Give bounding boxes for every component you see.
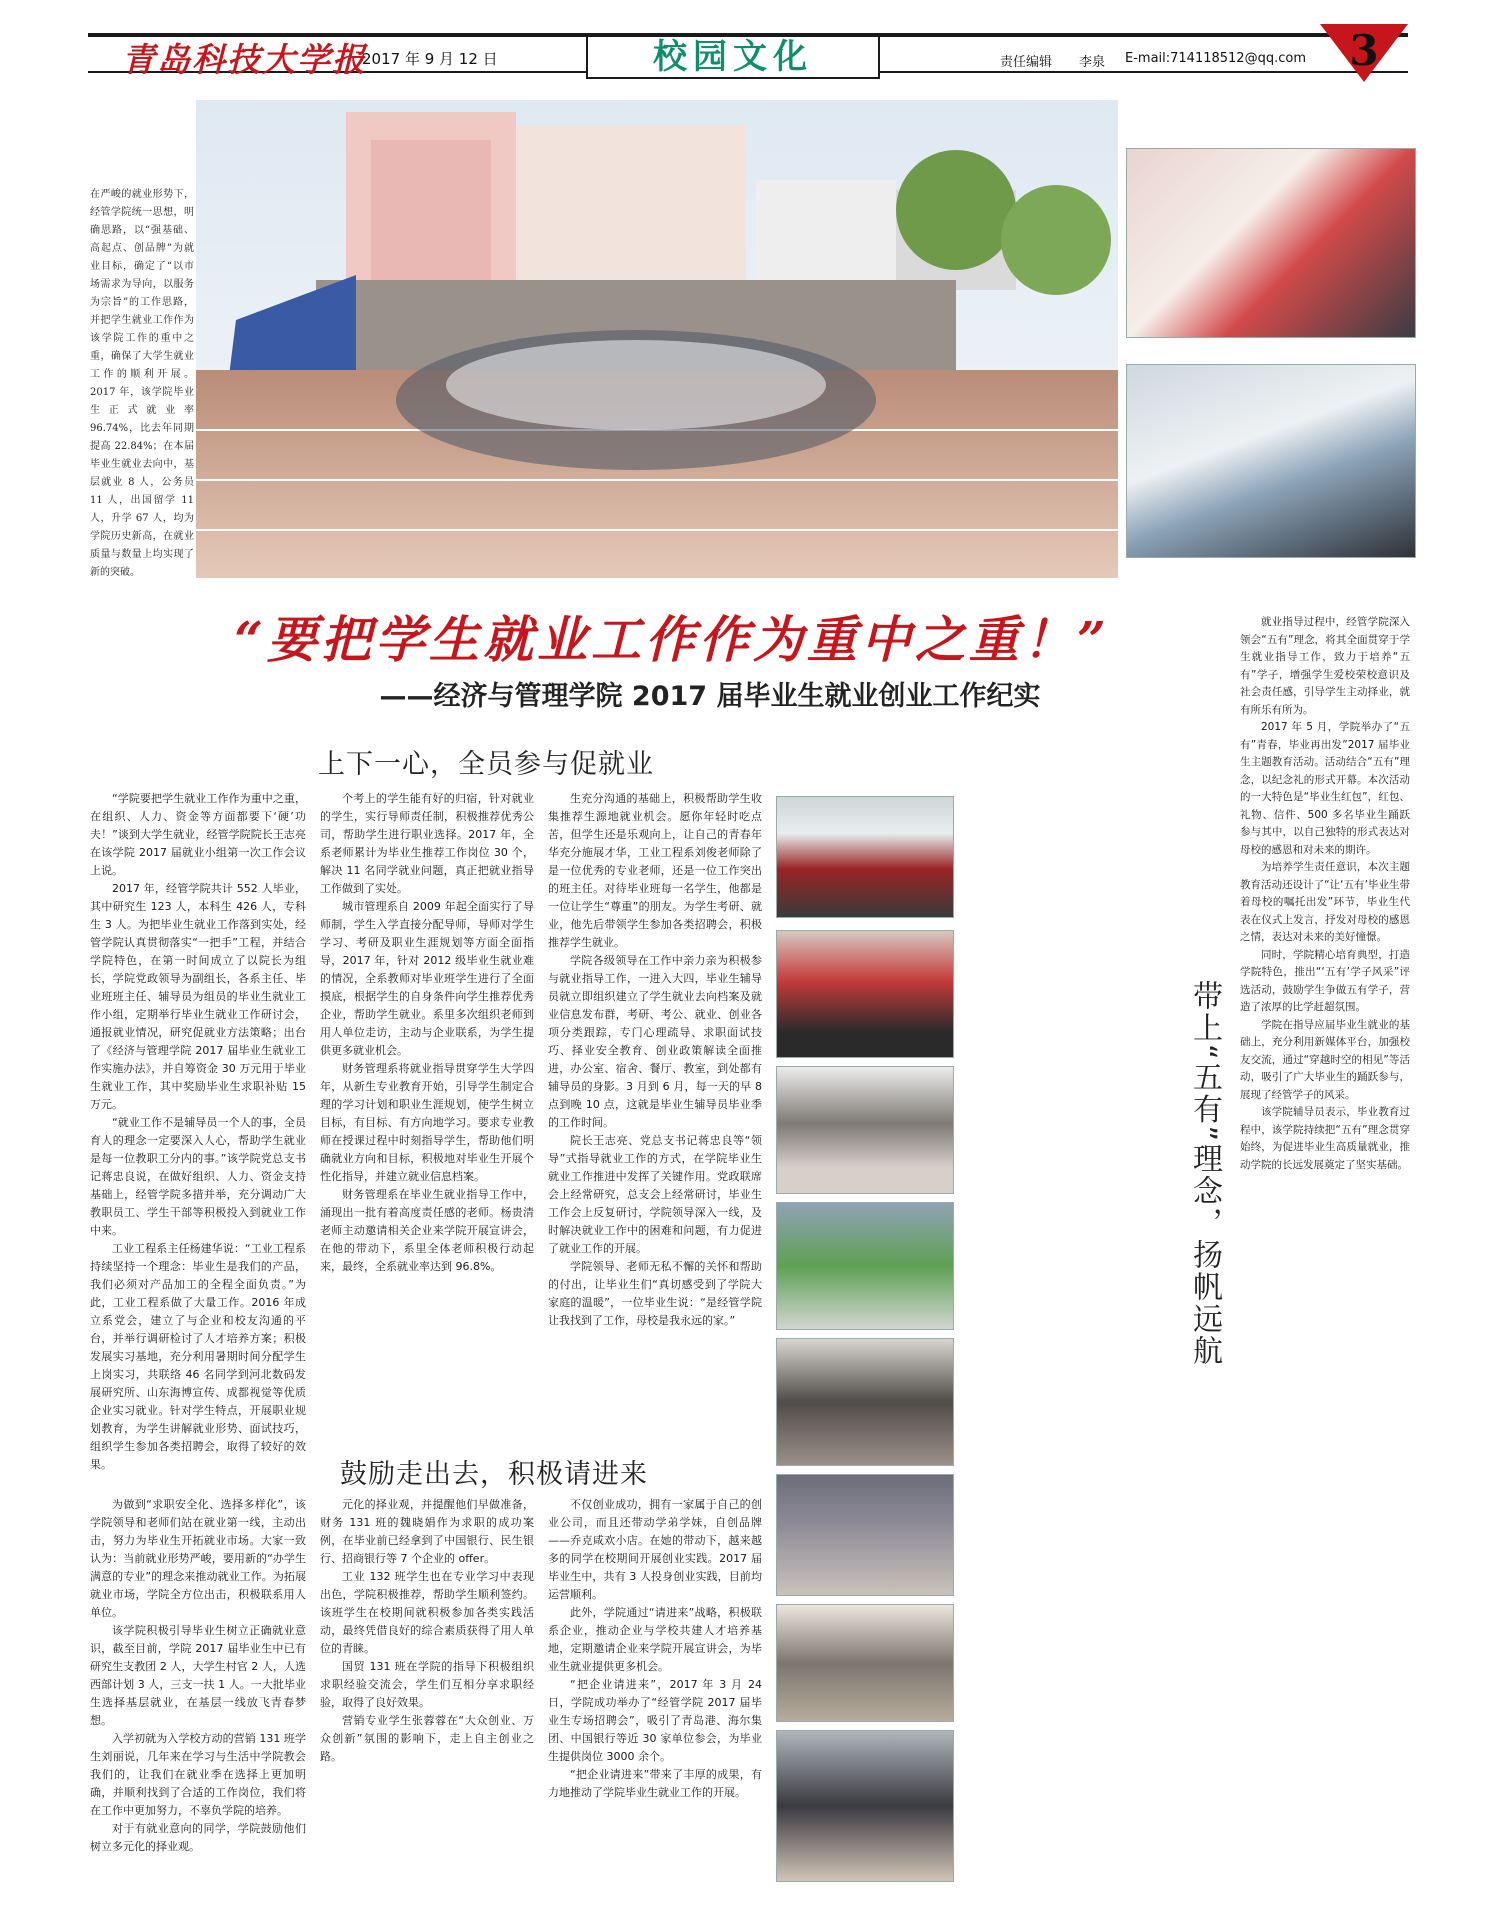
editor-email: E-mail:714118512@qq.com bbox=[1125, 51, 1306, 66]
sidebar-heading: 带上“五有”理念，扬帆远航 bbox=[1187, 980, 1222, 1368]
paragraph: 入学初就为入学校方动的营销 131 班学生刘丽说，几年来在学习与生活中学院教会我们的，让我们在就业季在选择上更加明确，并顺利找到了合适的工作岗位，我们将在工作中更加努力，不辜负学院的培养。 bbox=[90, 1732, 306, 1817]
paragraph: 生充分沟通的基础上，积极帮助学生收集推荐生源地就业机会。愿你年轻时吃点苦，但学生还是乐观向上，让自己的青春年华充分施展才华，工业工程系刘俊老师除了是一位优秀的专业老师，还是一位工作突出的班主任。对待毕业班每一名学生，他都是一位让学生“尊重”的朋友。为学生考研、就业，他先后带领学生参加各类招聘会，积极推荐学生就业。 bbox=[548, 792, 762, 949]
paragraph: 此外，学院通过“请进来”战略，积极联系企业，推动企业与学校共建人才培养基地，定期邀请企业来学院开展宣讲会，为毕业生就业提供更多机会。 bbox=[548, 1606, 762, 1673]
paragraph: 2017 年 5 月，学院举办了“五有”青春，毕业再出发”2017 届毕业生主题教育活动。活动结合“五有”理念，以纪念礼的形式开幕。本次活动的一大特色是“毕业生红包”，红包、礼物、信件、500 多名毕业生踊跃参与其中，以自己独特的形式表达对母校的感恩和对未来的期许。 bbox=[1240, 721, 1410, 856]
masthead bbox=[0, 0, 1502, 80]
paragraph: 工业工程系主任杨建华说：“工业工程系持续坚持一个理念：毕业生是我们的产品，我们必须对产品加工的全程全面负责。”为此，工业工程系做了大量工作。2016 年成立系党会，建立了与企业和校友沟通的平台，并举行调研检讨了人才培养方案；积极发展实习基地，充分利用暑期时间分配学生上岗实习，共联络 46 名同学到河北数码发展研究所、山东海博宣传、成都视觉等优质企业实习就业。针对学生特点，开展职业规划教育，为学生讲解就业形势、面试技巧，组织学生参加各类招聘会，取得了较好的效果。 bbox=[90, 1242, 306, 1471]
paragraph: 为培养学生责任意识，本次主题教育活动还设计了“让‘五有’毕业生带着母校的嘱托出发”环节，毕业生代表在仪式上发言，抒发对母校的感恩之情，表达对未来的美好憧憬。 bbox=[1240, 861, 1410, 943]
section2-col2 bbox=[320, 1496, 534, 1892]
paragraph: 不仅创业成功，拥有一家属于自己的创业公司，而且还带动学弟学妹，自创品牌——乔克咸欢小店。在她的带动下，越来越多的同学在校期间开展创业实践。2017 届毕业生中，共有 3 人投身创业实践，目前均运营顺利。 bbox=[548, 1498, 762, 1601]
hero-photo bbox=[196, 100, 1118, 578]
section1-col3 bbox=[548, 790, 762, 1450]
mid-photo-7 bbox=[776, 1604, 954, 1722]
mid-photo-6 bbox=[776, 1474, 954, 1596]
mid-photo-2 bbox=[776, 930, 954, 1058]
paragraph: 同时，学院精心培育典型，打造学院特色，推出“‘五有’学子风采”评选活动，鼓励学生争做五有学子，营造了浓厚的比学赶超氛围。 bbox=[1240, 948, 1410, 1013]
section-title-box bbox=[586, 33, 880, 79]
mid-photo-8 bbox=[776, 1730, 954, 1882]
section1-col2 bbox=[320, 790, 534, 1450]
headline-subtitle: ——经济与管理学院 2017 届毕业生就业创业工作纪实 bbox=[379, 681, 1041, 712]
paragraph: 国贸 131 班在学院的指导下积极组织求职经验交流会，学生们互相分享求职经验，取得了良好效果。 bbox=[320, 1660, 534, 1709]
editor-name: 李泉 bbox=[1079, 55, 1106, 70]
paragraph: 工业 132 班学生也在专业学习中表现出色，学院积极推荐，帮助学生顺利签约。该班学生在校期间就积极参加各类实践活动，最终凭借良好的综合素质获得了用人单位的青睐。 bbox=[320, 1570, 534, 1655]
side-photo-top bbox=[1126, 148, 1416, 338]
section2-col1 bbox=[90, 1496, 306, 1892]
hero-photo-art bbox=[196, 100, 1118, 578]
section2-heading: 鼓励走出去，积极请进来 bbox=[340, 1459, 648, 1490]
section1-col1 bbox=[90, 790, 306, 1471]
paragraph: 个考上的学生能有好的归宿，针对就业的学生，实行导师责任制，积极推荐优秀公司，帮助学生进行职业选择。2017 年，全系老师累计为毕业生推荐工作岗位 30 个，解决 11 名同学就业问题，真正把就业指导工作做到了实处。 bbox=[320, 792, 534, 895]
mid-photo-1 bbox=[776, 796, 954, 918]
paragraph: 2017 年，经管学院共计 552 人毕业，其中研究生 123 人，本科生 426 人，专科生 3 人。为把毕业生就业工作落到实处，经管学院认真贯彻落实“一把手”工程，并结合学院特色，在第一时间成立了以院长为组长，学院党政领导为副组长，各系主任、毕业班班主任、辅导员为组员的毕业生就业工作小组，定期举行毕业生就业工作研讨会，通报就业情况，研究促就业方法策略；出台了《经济与管理学院 2017 届毕业生就业工作实施办法》，并自筹资金 30 万元用于毕业生就业工作，其中奖励毕业生求职补贴 15 万元。 bbox=[90, 882, 306, 1111]
mid-photo-5 bbox=[776, 1338, 954, 1466]
editor-label: 责任编辑 bbox=[1000, 55, 1053, 70]
paper-name: 青岛科技大学报 bbox=[122, 40, 367, 79]
paragraph: “就业工作不是辅导员一个人的事，全员育人的理念一定要深入人心，帮助学生就业是每一位教职工分内的事。”该学院党总支书记蒋忠良说，在做好组织、人力、资金支持基础上，经管学院多措并举，充分调动广大教职员工、学生干部等积极投入到就业工作中来。 bbox=[90, 1116, 306, 1237]
paragraph: “把企业请进来”带来了丰厚的成果，有力地推动了学院毕业生就业工作的开展。 bbox=[548, 1768, 762, 1799]
paragraph: 学院在指导应届毕业生就业的基础上，充分利用新媒体平台，加强校友交流，通过“穿越时空的相见”等活动，吸引了广大毕业生的踊跃参与，展现了经管学子的风采。 bbox=[1240, 1018, 1410, 1101]
section-title: 校园文化 bbox=[653, 37, 813, 77]
paragraph: 院长王志亮、党总支书记蒋忠良等“领导”式指导就业工作的方式，在学院毕业生就业工作推进中发挥了关键作用。党政联席会上经常研究，总支会上经常研讨，毕业生工作会上反复研讨，学院领导深入一线，及时解决就业工作中的困难和问题，有力促进了就业工作的开展。 bbox=[548, 1134, 762, 1255]
page-number: 3 bbox=[1349, 26, 1379, 75]
paragraph: 学院各级领导在工作中亲力亲为积极参与就业指导工作，一进入大四，毕业生辅导员就立即组织建立了学生就业去向档案及就业信息发布群，考研、考公、就业、创业各项分类跟踪，专门心理疏导、求职面试技巧、择业安全教育、创业政策解读全面推进，办公室、宿舍、餐厅、教室，到处都有辅导员的身影。3 月到 6 月，每一天的早 8 点到晚 10 点，这就是毕业生辅导员毕业季的工作时间。 bbox=[548, 954, 762, 1129]
paragraph: 营销专业学生张蓉蓉在“大众创业、万众创新”氛围的影响下，走上自主创业之路。 bbox=[320, 1714, 534, 1763]
paragraph: 对于有就业意向的同学，学院鼓励他们树立多元化的择业观。 bbox=[90, 1822, 306, 1853]
mid-photo-3 bbox=[776, 1066, 954, 1194]
paragraph: 为做到“求职安全化、选择多样化”，该学院领导和老师们站在就业第一线，主动出击，努力为毕业生开拓就业市场。大家一致认为：当前就业形势严峻，要用新的“办学生满意的专业”的理念来推动就业工作。为拓展就业市场，学院全方位出击，积极联系用人单位。 bbox=[90, 1498, 306, 1619]
section1-heading: 上下一心，全员参与促就业 bbox=[318, 749, 654, 780]
paragraph: 元化的择业观，并提醒他们早做准备，财务 131 班的魏晓娟作为求职的成功案例，在毕业前已经拿到了中国银行、民生银行、招商银行等 7 个企业的 offer。 bbox=[320, 1498, 534, 1565]
paragraph: 财务管理系在毕业生就业指导工作中，涌现出一批有着高度责任感的老师。杨贵清老师主动邀请相关企业来学院开展宣讲会，在他的带动下，系里全体老师积极行动起来，最终，全系就业率达到 96.8%。 bbox=[320, 1188, 534, 1273]
paragraph: 该学院积极引导毕业生树立正确就业意识，截至目前，学院 2017 届毕业生中已有研究生支教团 2 人，大学生村官 2 人，人选西部计划 3 人，三支一扶 1 人。一大批毕业生选择基层就业，在基层一线放飞青春梦想。 bbox=[90, 1624, 306, 1727]
section2-col3 bbox=[548, 1496, 762, 1892]
side-photo-bottom bbox=[1126, 364, 1416, 558]
paragraph: 就业指导过程中，经管学院深入领会“五有”理念，将其全面贯穿于学生就业指导工作，致力于培养“五有”学子，增强学生爱校荣校意识及社会责任感，引导学生主动择业，就有所乐有所为。 bbox=[1240, 616, 1410, 716]
headline-title: “要把学生就业工作作为重中之重！” bbox=[234, 610, 1110, 669]
paragraph: 学院领导、老师无私不懈的关怀和帮助的付出，让毕业生们“真切感受到了学院大家庭的温暖”，一位毕业生说：“是经管学院让我找到了工作，母校是我永远的家。” bbox=[548, 1260, 762, 1327]
issue-date: 2017 年 9 月 12 日 bbox=[362, 50, 498, 68]
paragraph: 财务管理系将就业指导贯穿学生大学四年，从新生专业教育开始，引导学生制定合理的学习计划和职业生涯规划，使学生树立目标，有目标、有方向地学习。要求专业教师在授课过程中时刻指导学生，帮助他们明确就业方向和目标，积极地对毕业生开展个性化指导，并建立就业信息档案。 bbox=[320, 1062, 534, 1183]
paragraph: 城市管理系自 2009 年起全面实行了导师制，学生入学直接分配导师，导师对学生学习、考研及职业生涯规划等方面全面指导，2017 年，针对 2012 级毕业生就业难的情况，全系教师对毕业班学生进行了全面摸底，根据学生的自身条件向学生推荐优秀企业，帮助学生就业。系里多次组织老师到用人单位走访，主动与企业联系，为学生提供更多就业机会。 bbox=[320, 900, 534, 1057]
paragraph: 该学院辅导员表示，毕业教育过程中，该学院持续把“五有”理念贯穿始终，为促进毕业生高质量就业，推动学院的长远发展奠定了坚实基础。 bbox=[1240, 1106, 1410, 1171]
paragraph: “学院要把学生就业工作作为重中之重，在组织、人力、资金等方面都要下‘硬’功夫！”谈到大学生就业，经管学院院长王志亮在该学院 2017 届就业小组第一次工作会议上说。 bbox=[90, 792, 306, 877]
lead-text: 在严峻的就业形势下，经管学院统一思想，明确思路，以“强基础、高起点、创品牌”为就业目标，确定了“以市场需求为导向，以服务为宗旨”的工作思路，并把学生就业工作作为该学院工作的重中之重，确保了大学生就业工作的顺利开展。2017 年，该学院毕业生正式就业率 96.74%，比去年同期提高 22.84%；在本届毕业生就业去向中，基层就业 8 人，公务员 11 人，出国留学 11 人，升学 67 人，均为学院历史新高，在就业质量与数量上均实现了新的突破。 bbox=[90, 189, 194, 578]
mid-photo-4 bbox=[776, 1202, 954, 1330]
paragraph: “把企业请进来”，2017 年 3 月 24 日，学院成功举办了“经管学院 2017 届毕业生专场招聘会”，吸引了青岛港、海尔集团、中国银行等近 30 家单位参会，为毕业生提供岗位 3000 余个。 bbox=[548, 1678, 762, 1763]
sidebar-col bbox=[1240, 614, 1410, 1896]
